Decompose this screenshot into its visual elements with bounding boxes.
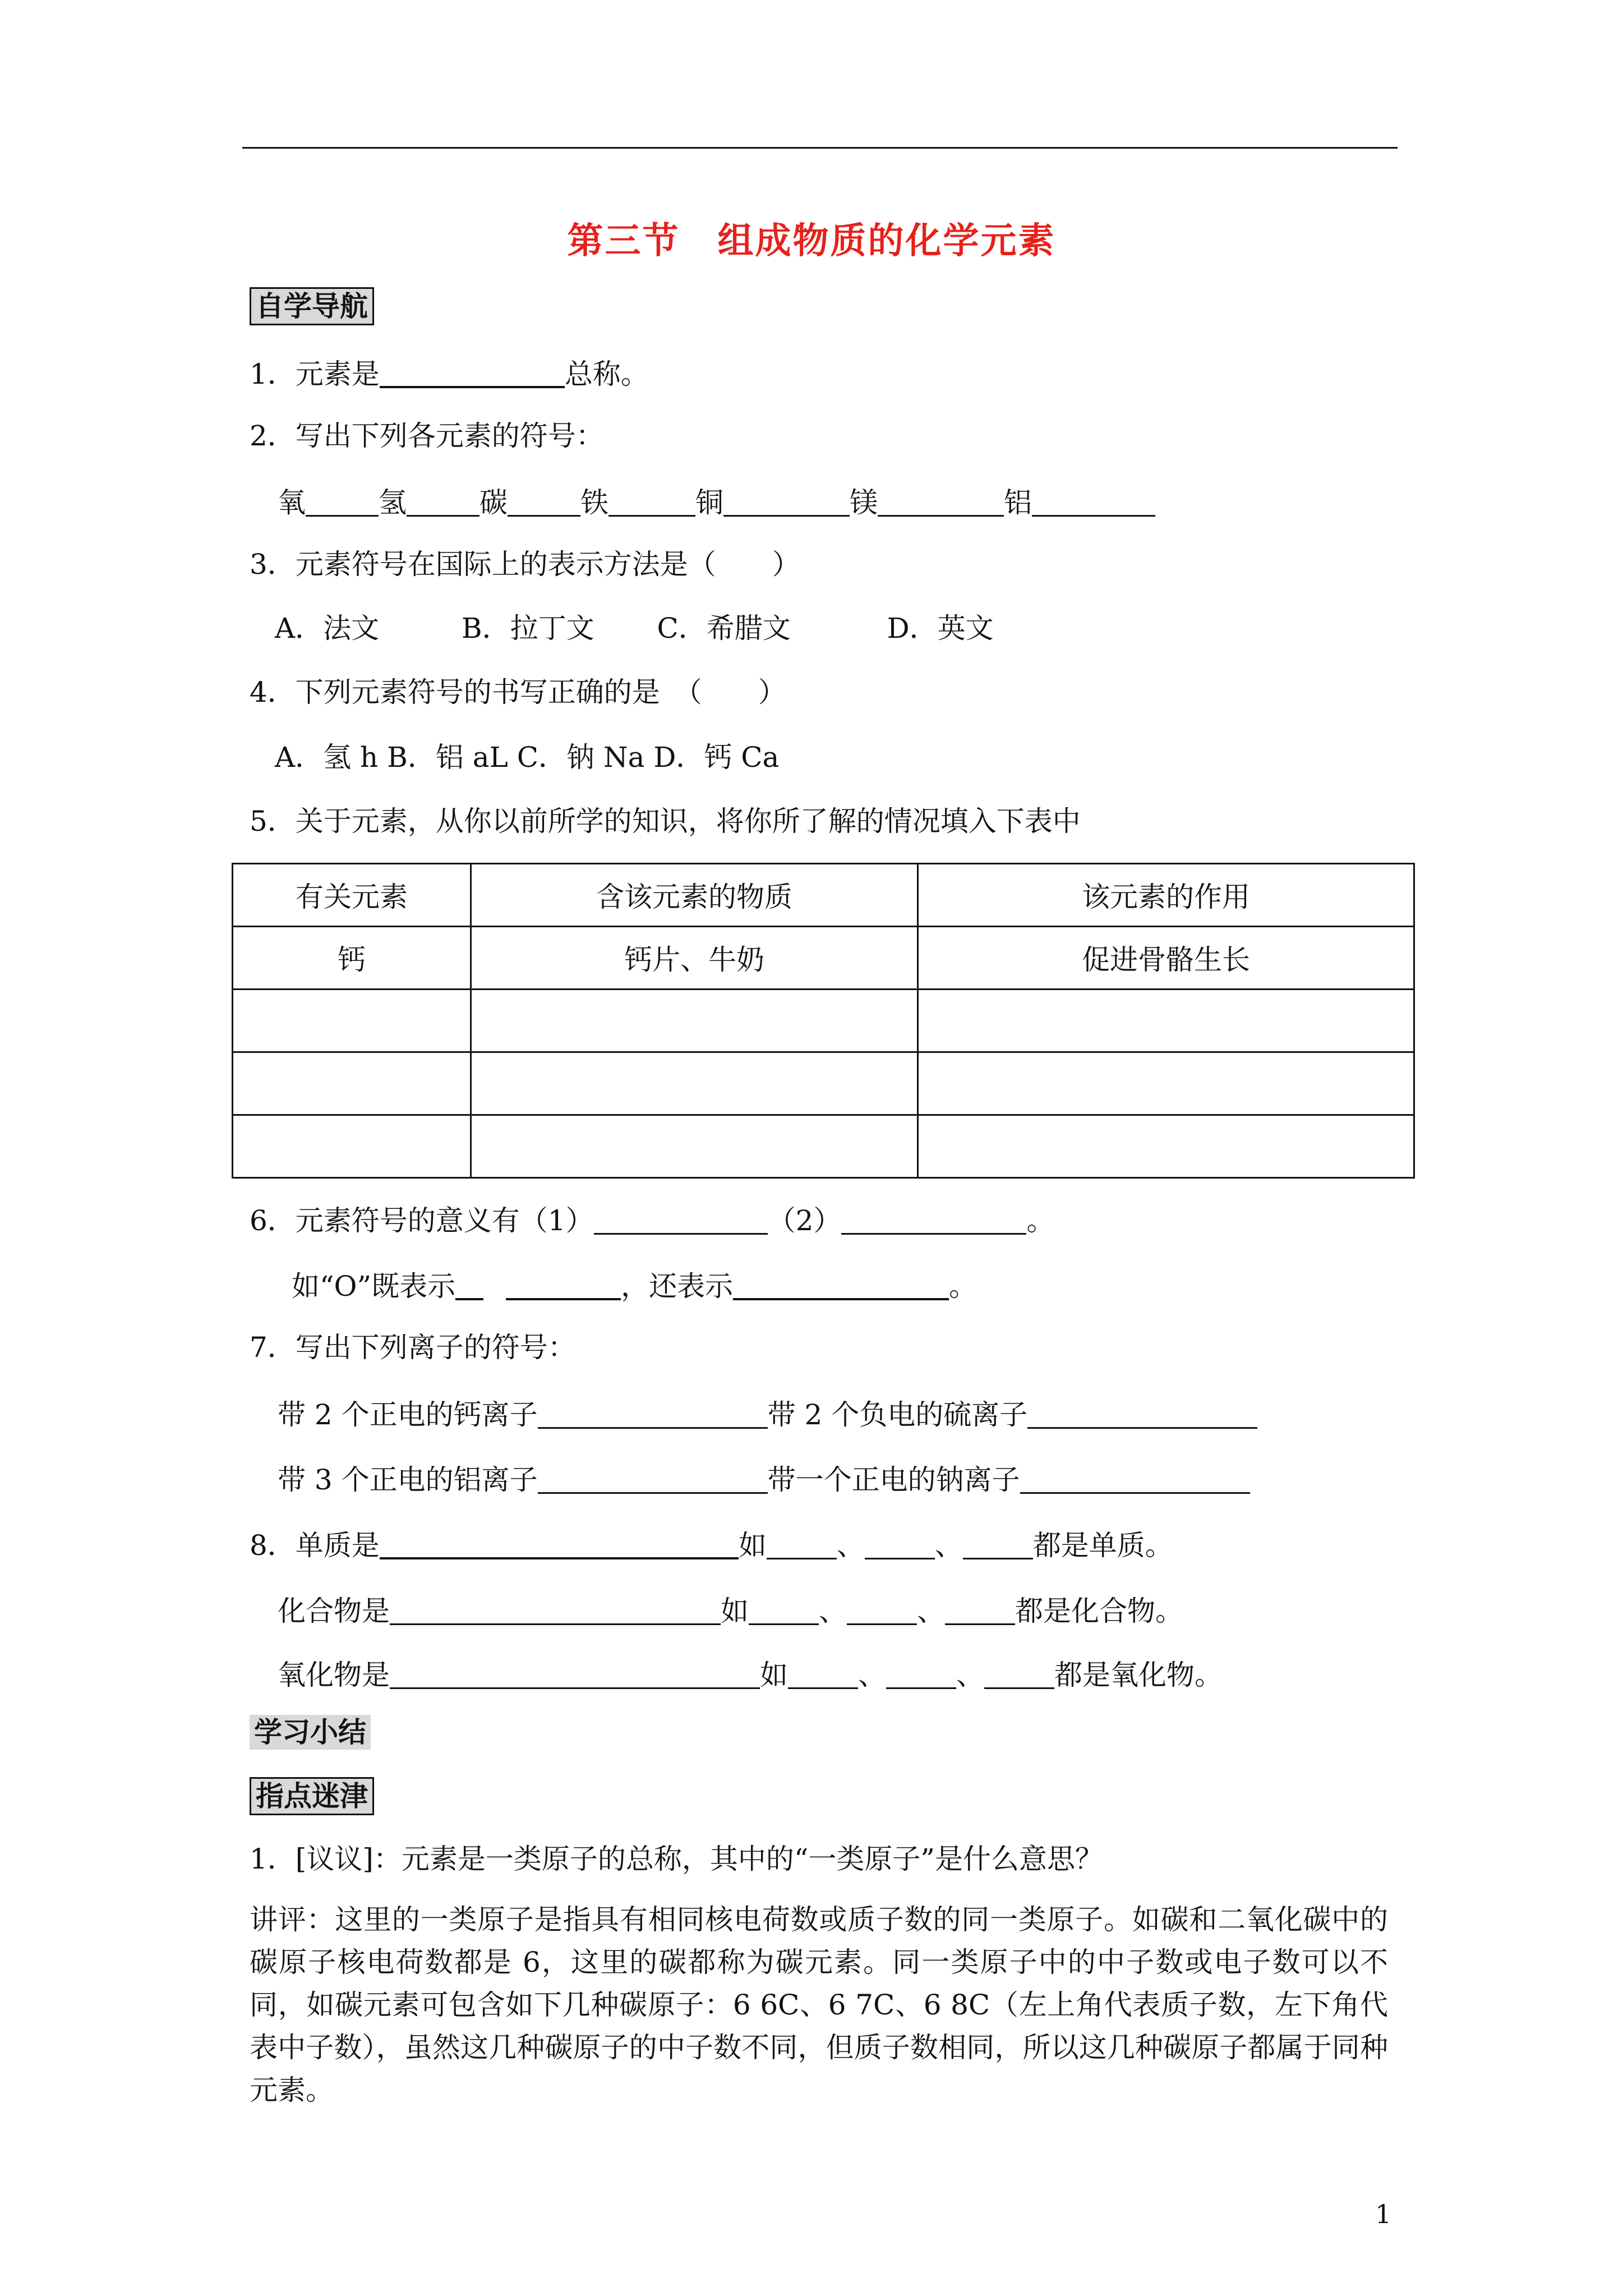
q8-compound-suffix: 都是化合物。 bbox=[1015, 1595, 1183, 1627]
q8-oxide bbox=[278, 1654, 1223, 1693]
element-oxygen: 氧 bbox=[278, 486, 306, 519]
q7-sulfide-ion: 带 2 个负电的硫离子 bbox=[767, 1398, 1028, 1431]
discussion-question bbox=[250, 1841, 1103, 1877]
q8-element-def-blank[interactable] bbox=[380, 1528, 739, 1559]
q3-options bbox=[275, 610, 994, 646]
table-cell[interactable] bbox=[918, 1115, 1414, 1178]
q8-element-eg-blank-2[interactable] bbox=[865, 1529, 935, 1559]
question-1 bbox=[250, 352, 649, 392]
question-2 bbox=[250, 418, 604, 454]
q1-answer-blank[interactable] bbox=[380, 357, 565, 388]
q8-oxide-suffix: 都是氧化物。 bbox=[1054, 1659, 1223, 1691]
q2-elements-row bbox=[278, 481, 1155, 521]
question-5 bbox=[250, 803, 1081, 839]
q6-meaning-2-blank[interactable] bbox=[841, 1204, 1026, 1235]
q3-option-a[interactable]: A．法文 bbox=[275, 612, 380, 645]
q8-element-eg-blank-1[interactable] bbox=[767, 1529, 837, 1559]
element-carbon: 碳 bbox=[479, 486, 508, 519]
table-cell[interactable] bbox=[233, 990, 471, 1052]
q8-compound bbox=[278, 1590, 1183, 1629]
element-magnesium: 镁 bbox=[850, 486, 878, 519]
discussion-question-text: 1．[议议]：元素是一类原子的总称，其中的“一类原子”是什么意思？ bbox=[250, 1843, 1103, 1875]
header-rule bbox=[242, 147, 1398, 149]
element-hydrogen: 氢 bbox=[379, 486, 407, 519]
q6-meaning-2-label: （2） bbox=[767, 1204, 842, 1237]
q8-sep: 、 bbox=[858, 1659, 886, 1691]
q8-oxide-label: 氧化物是 bbox=[278, 1659, 390, 1691]
q8-oxide-eg-blank-2[interactable] bbox=[886, 1658, 956, 1689]
table-cell[interactable] bbox=[233, 1052, 471, 1115]
q3-text: 3．元素符号在国际上的表示方法是（ ） bbox=[250, 548, 800, 581]
table-row bbox=[233, 990, 1414, 1052]
question-6 bbox=[250, 1199, 1054, 1239]
q8-compound-label: 化合物是 bbox=[278, 1595, 390, 1627]
table-cell: 钙片、牛奶 bbox=[471, 927, 918, 990]
q8-compound-def-blank[interactable] bbox=[390, 1594, 721, 1625]
table-row bbox=[233, 927, 1414, 990]
q3-option-c[interactable]: C．希腊文 bbox=[657, 612, 791, 645]
q4-options bbox=[275, 739, 779, 775]
table-cell[interactable] bbox=[471, 1052, 918, 1115]
q7-calcium-ion-blank[interactable] bbox=[538, 1398, 768, 1429]
table-cell[interactable] bbox=[471, 1115, 918, 1178]
element-copper: 铜 bbox=[695, 486, 723, 519]
q6-example-period: 。 bbox=[949, 1270, 978, 1303]
symbol-blank-iron[interactable] bbox=[608, 486, 695, 517]
q7-sodium-ion-blank[interactable] bbox=[1020, 1463, 1250, 1494]
q6-period: 。 bbox=[1026, 1204, 1055, 1237]
q1-prefix: 1．元素是 bbox=[250, 358, 380, 390]
table-row bbox=[233, 1115, 1414, 1178]
q6-example-blank-2[interactable] bbox=[733, 1269, 949, 1300]
q8-element-eg-blank-3[interactable] bbox=[963, 1529, 1033, 1559]
q3-option-d[interactable]: D．英文 bbox=[887, 612, 994, 645]
q4-option-d[interactable]: D．钙 Ca bbox=[653, 741, 780, 774]
table-cell[interactable] bbox=[471, 990, 918, 1052]
q6-example-prefix: 如“O”既表示 bbox=[292, 1270, 456, 1303]
section-summary-label: 学习小结 bbox=[250, 1715, 371, 1750]
q8-oxide-eg-blank-3[interactable] bbox=[984, 1658, 1054, 1689]
symbol-blank-aluminium[interactable] bbox=[1032, 486, 1155, 517]
q7-sodium-ion: 带一个正电的钠离子 bbox=[767, 1464, 1020, 1496]
question-7 bbox=[250, 1329, 576, 1365]
q8-sep: 、 bbox=[917, 1595, 945, 1627]
question-8 bbox=[250, 1524, 1173, 1563]
q6-example-blank-1a[interactable] bbox=[455, 1269, 483, 1300]
element-iron: 铁 bbox=[580, 486, 608, 519]
symbol-blank-carbon[interactable] bbox=[508, 486, 580, 517]
q1-suffix: 总称。 bbox=[564, 358, 649, 390]
q2-text: 2．写出下列各元素的符号： bbox=[250, 420, 604, 452]
table-cell[interactable] bbox=[918, 1052, 1414, 1115]
q7-sulfide-ion-blank[interactable] bbox=[1027, 1398, 1257, 1429]
question-3 bbox=[250, 546, 800, 582]
question-4 bbox=[250, 674, 786, 710]
table-cell: 促进骨骼生长 bbox=[918, 927, 1414, 990]
table-header-cell: 该元素的作用 bbox=[918, 864, 1414, 927]
q4-text: 4．下列元素符号的书写正确的是 （ ） bbox=[250, 676, 786, 708]
table-header-cell: 有关元素 bbox=[233, 864, 471, 927]
section-self-study-label: 自学导航 bbox=[250, 287, 374, 325]
page-title: 第三节 组成物质的化学元素 bbox=[567, 220, 1056, 262]
q8-oxide-eg-blank-1[interactable] bbox=[788, 1658, 858, 1689]
q8-sep: 、 bbox=[956, 1659, 984, 1691]
q8-sep: 、 bbox=[934, 1529, 963, 1562]
q8-compound-eg-blank-3[interactable] bbox=[945, 1594, 1015, 1625]
q4-option-c[interactable]: C．钠 Na bbox=[517, 741, 645, 774]
q8-compound-eg-blank-2[interactable] bbox=[847, 1594, 917, 1625]
section-guide-label: 指点迷津 bbox=[250, 1777, 374, 1815]
q8-sep: 、 bbox=[819, 1595, 847, 1627]
q7-aluminium-ion: 带 3 个正电的铝离子 bbox=[278, 1464, 538, 1496]
q6-example bbox=[292, 1264, 977, 1304]
q8-element-label: 8．单质是 bbox=[250, 1529, 380, 1562]
q8-compound-eg: 如 bbox=[721, 1595, 749, 1627]
table-header-row bbox=[233, 864, 1414, 927]
q3-option-b[interactable]: B．拉丁文 bbox=[461, 612, 594, 645]
discussion-answer: 讲评：这里的一类原子是指具有相同核电荷数或质子数的同一类原子。如碳和二氧化碳中的碳原子核电荷数都是 6，这里的碳都称为碳元素。同一类原子中的中子数或电子数可以不同，如碳元素可包含如下几种碳原子：6 6C、6 7C、6 8C（左上角代表质子数，左下角代表中子数），虽然这几种碳原子的中子数不同，但质子数相同，所以这几种碳原子都属于同种元素。 bbox=[250, 1903, 1388, 2106]
q8-element-suffix: 都是单质。 bbox=[1032, 1529, 1173, 1562]
table-cell: 钙 bbox=[233, 927, 471, 990]
q6-example-blank-1b[interactable] bbox=[506, 1269, 621, 1300]
section-guide bbox=[250, 1777, 374, 1815]
q6-example-also: ，还表示 bbox=[621, 1270, 734, 1303]
q4-option-a[interactable]: A．氢 h bbox=[275, 741, 379, 774]
q7-row-2 bbox=[278, 1458, 1250, 1498]
q6-meaning-1-blank[interactable] bbox=[594, 1204, 768, 1235]
q8-oxide-def-blank[interactable] bbox=[390, 1658, 760, 1689]
q8-compound-eg-blank-1[interactable] bbox=[749, 1594, 819, 1625]
section-self-study bbox=[250, 287, 374, 325]
q8-sep: 、 bbox=[836, 1529, 865, 1562]
element-aluminium: 铝 bbox=[1004, 486, 1032, 519]
q4-option-b[interactable]: B．铝 aL bbox=[387, 741, 508, 774]
q7-row-1 bbox=[278, 1393, 1257, 1433]
symbol-blank-oxygen[interactable] bbox=[306, 486, 379, 517]
table-row bbox=[233, 1052, 1414, 1115]
table-cell[interactable] bbox=[918, 990, 1414, 1052]
section-summary bbox=[250, 1714, 371, 1750]
q8-element-eg: 如 bbox=[738, 1529, 767, 1562]
table-cell[interactable] bbox=[233, 1115, 471, 1178]
symbol-blank-magnesium[interactable] bbox=[878, 486, 1004, 517]
table-header-cell: 含该元素的物质 bbox=[471, 864, 918, 927]
q7-calcium-ion: 带 2 个正电的钙离子 bbox=[278, 1398, 538, 1431]
symbol-blank-copper[interactable] bbox=[723, 486, 850, 517]
q8-oxide-eg: 如 bbox=[760, 1659, 788, 1691]
q6-meaning-label: 6．元素符号的意义有（1） bbox=[250, 1204, 594, 1237]
element-table bbox=[232, 863, 1415, 1179]
q7-text: 7．写出下列离子的符号： bbox=[250, 1331, 576, 1364]
q5-text: 5．关于元素，从你以前所学的知识，将你所了解的情况填入下表中 bbox=[250, 805, 1081, 838]
symbol-blank-hydrogen[interactable] bbox=[407, 486, 479, 517]
q7-aluminium-ion-blank[interactable] bbox=[538, 1463, 768, 1494]
page-number: 1 bbox=[1375, 2199, 1392, 2229]
